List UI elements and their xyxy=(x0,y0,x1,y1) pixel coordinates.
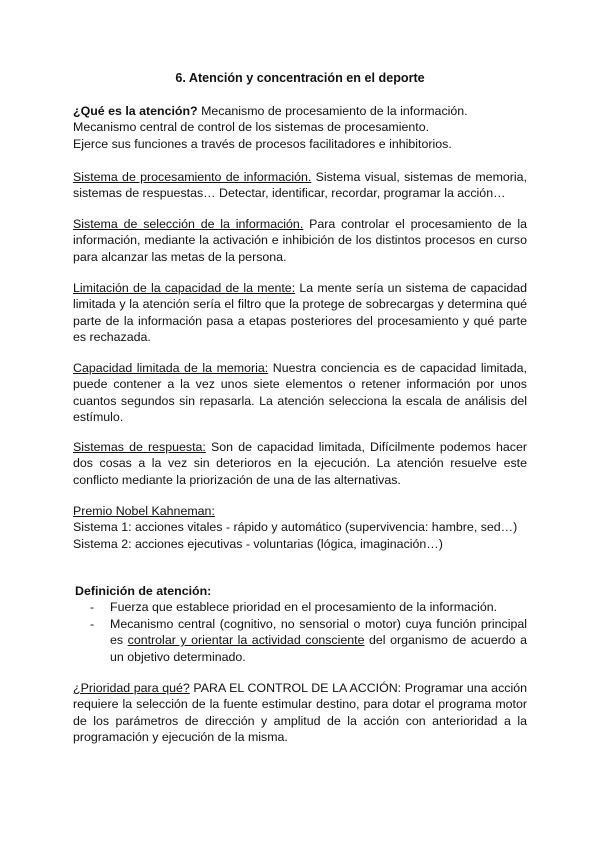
intro-paragraph xyxy=(73,103,527,152)
section-text: Sistema visual, sistemas de memoria, sistemas de respuestas… Detectar, identificar, recordar, programar la acción… xyxy=(73,170,527,201)
section-limitacion-mente xyxy=(73,280,527,346)
section-term: Limitación de la capacidad de la mente: xyxy=(73,281,296,295)
list-item-text-end: del organismo de acuerdo a un objetivo determinado. xyxy=(110,633,527,664)
list-item xyxy=(73,616,527,665)
section-term: Capacidad limitada de la memoria: xyxy=(73,361,269,375)
page-title: 6. Atención y concentración en el deporte xyxy=(175,71,425,85)
bullet-dash: - xyxy=(90,600,95,615)
definition-section xyxy=(73,583,527,665)
nobel-section xyxy=(73,503,527,552)
list-item-text: Mecanismo central (cognitivo, no sensorial o motor) cuya función principal es xyxy=(110,616,527,648)
nobel-line-2: Sistema 2: acciones ejecutivas - voluntarias (lógica, imaginación…) xyxy=(73,536,443,551)
section-term: Sistemas de respuesta: xyxy=(73,440,206,454)
intro-text: Mecanismo de procesamiento de la información. Mecanismo central de control de los sistemas de procesamiento. xyxy=(73,104,468,135)
list-item xyxy=(73,599,527,615)
nobel-line-1: Sistema 1: acciones vitales - rápido y automático (supervivencia: hambre, sed…) xyxy=(73,520,518,535)
bullet-dash: - xyxy=(90,616,95,631)
section-text: Para controlar el procesamiento de la información, mediante la activación e inhibición de los distintos procesos en curso para alcanzar las metas de la persona. xyxy=(73,217,527,264)
section-text: Nuestra conciencia es de capacidad limitada, puede contener a la vez unos siete elementos o retener información por unos cuantos segundos sin repasarla. La atención selecciona la escala de análisis del estímulo. xyxy=(73,361,527,425)
list-item-text: Fuerza que establece prioridad en el procesamiento de la información. xyxy=(110,600,498,615)
nobel-heading: Premio Nobel Kahneman: xyxy=(73,504,215,518)
priority-term: ¿Prioridad para qué? xyxy=(73,681,190,695)
section-sistemas-respuesta xyxy=(73,439,527,488)
section-term: Sistema de selección de la información. xyxy=(73,217,304,231)
definition-heading: Definición de atención: xyxy=(75,584,212,598)
list-item-underlined: controlar y orientar la actividad consciente xyxy=(127,633,365,648)
intro-line2: Ejerce sus funciones a través de procesos facilitadores e inhibitorios. xyxy=(73,136,452,151)
section-procesamiento xyxy=(73,169,527,202)
section-seleccion xyxy=(73,216,527,265)
section-term: Sistema de procesamiento de información. xyxy=(73,170,312,184)
priority-text: PARA EL CONTROL DE LA ACCIÓN: Programar una acción requiere la selección de la fuente estimular destino, para dotar el programa motor de los parámetros de dirección y amplitud de la acción con anterioridad a la programación y ejecución de la misma. xyxy=(73,681,528,745)
intro-term: ¿Qué es la atención? xyxy=(73,104,198,118)
section-text: La mente sería un sistema de capacidad limitada y la atención sería el filtro que la protege de sobrecargas y determina qué parte de la información pasa a etapas posteriores del procesamiento y qué parte es rechazada. xyxy=(73,281,527,345)
section-text: Son de capacidad limitada, Difícilmente podemos hacer dos cosas a la vez sin deterioros en la ejecución. La atención resuelve este conflicto mediante la priorización de una de las alternativas. xyxy=(73,440,527,487)
definition-list xyxy=(73,599,527,665)
section-capacidad-memoria xyxy=(73,360,527,426)
priority-paragraph xyxy=(73,680,527,746)
